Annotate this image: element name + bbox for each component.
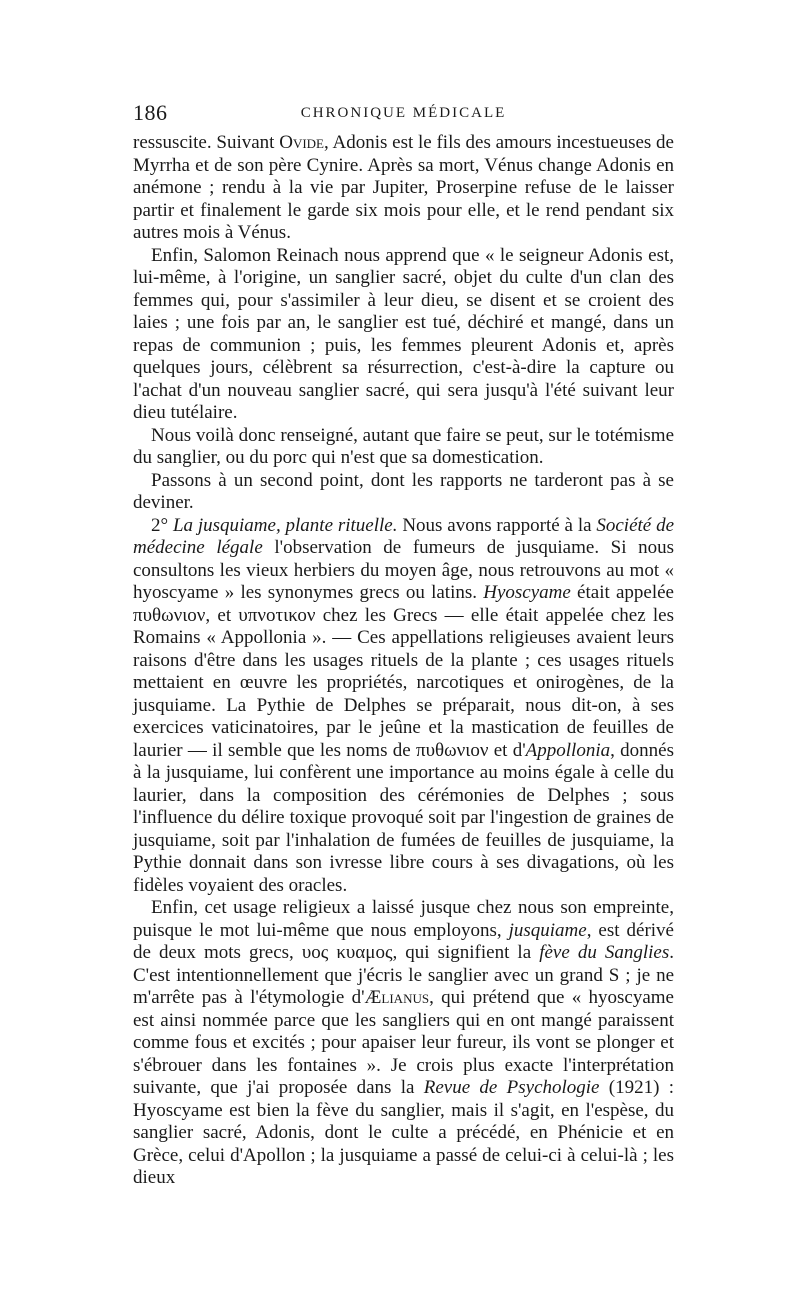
- text-run: Nous avons rapporté à la: [397, 514, 597, 536]
- text-run: était appelée πυθωνιον, et υπνοτικον chez les Grecs — elle était appelée chez les Romains « Appollonia ». — Ces appellations religieuses avaient leurs raisons d'être dans les usages rituels de la plante ; ces usages rituels mettaient en œuvre les propriétés, narcotiques et onirogènes, de la jusquiame. La Pythie de Delphes se préparait, nous dit-on, à ses exercices vaticinatoires, par le jeûne et la mastication de feuilles de laurier — il semble que les noms de πυθωνιον et d': [133, 582, 674, 761]
- running-title: CHRONIQUE MÉDICALE: [300, 105, 507, 121]
- text-run: , Adonis est le fils des amours incestueuses de Myrrha et de son père Cynire. Après sa mort, Vénus change Adonis en anémone ; rendu à la vie par Jupiter, Proserpine refuse de le laisser partir et finalement le garde six mois pour elle, et le rend pendant six autres mois à Vénus.: [133, 132, 674, 243]
- term-feve-du-sanglier: fève du Sanglies: [539, 942, 670, 963]
- journal-title: Revue de Psychologie: [423, 1077, 600, 1098]
- text-run: l'observation de fumeurs de jusquiame. Si nous consultons les vieux herbiers du moyen âge, nous retrouvons au mot « hyoscyame » les synonymes grecs ou latins.: [133, 537, 675, 603]
- text-run: , qui prétend que « hyoscyame est ainsi nommée parce que les sangliers qui en ont mangé paraissent comme fous et excités ; pour apaiser leur fureur, ils vont se plonger et s'ébrouer dans les fontaines ». Je crois plus exacte l'interprétation suivante, que j'ai proposée dans la: [133, 987, 674, 1098]
- text-run: Enfin, cet usage religieux a laissé jusque chez nous son empreinte, puisque le mot lui-même que nous employons,: [133, 897, 674, 941]
- paragraph-5: [133, 515, 674, 898]
- term-appollonia: Appollonia: [525, 739, 611, 761]
- text-run: , donnés à la jusquiame, lui confèrent une importance au moins égale à celle du laurier, dans la composition des cérémonies de Delphes ; sous l'influence du délire toxique provoqué soit par l'ingestion de graines de jusquiame, soit par l'inhalation de fumées de feuilles de jusquiame, la Pythie donnait dans son ivresse libre cours à ses divagations, où les fidèles voyaient des oracles.: [133, 739, 675, 896]
- author-aelianus: Ælianus: [364, 987, 430, 1008]
- text-run: . C'est intentionnellement que j'écris le sanglier avec un grand S ; je ne m'arrête pas à l'étymologie d': [133, 942, 674, 1008]
- author-ovide: Ovide: [279, 132, 324, 153]
- term-hyoscyame: Hyoscyame: [483, 582, 571, 603]
- text-run: , est dérivé de deux mots grecs, υος κυαμος, qui signifient la: [133, 919, 674, 963]
- page-header: [133, 100, 674, 128]
- text-run: (1921) : Hyoscyame est bien la fève du sanglier, mais il s'agit, en l'espèse, du sanglier sacré, Adonis, dont le culte a précédé, en Phénicie et en Grèce, celui d'Apollon ; la jusquiame a passé de celui-ci à celui-là ; les dieux: [133, 1077, 674, 1188]
- paragraph-3: Nous voilà donc renseigné, autant que faire se peut, sur le totémisme du sanglier, ou du porc qui n'est que sa domestication.: [133, 424, 674, 468]
- paragraph-2: Enfin, Salomon Reinach nous apprend que « le seigneur Adonis est, lui-même, à l'origine, un sanglier sacré, objet du culte d'un clan des femmes qui, pour s'assimiler à leur dieu, se disent et se croient des laies ; une fois par an, le sanglier est tué, déchiré et mangé, dans un repas de communion ; puis, les femmes pleurent Adonis et, après quelques jours, célèbrent sa résurrection, c'est-à-dire la capture ou l'achat d'un nouveau sanglier sacré, qui sera jusqu'à l'été suivant leur dieu tutélaire.: [133, 244, 674, 423]
- society-name: Société de médecine légale: [133, 514, 674, 558]
- body-text: [133, 132, 674, 1190]
- page-number: 186: [133, 100, 168, 125]
- paragraph-6: [133, 897, 674, 1190]
- term-jusquiame: jusquiame: [508, 919, 587, 941]
- section-heading: La jusquiame, plante rituelle.: [172, 514, 398, 536]
- text-run: ressuscite. Suivant: [133, 132, 280, 153]
- paragraph-4: Passons à un second point, dont les rapports ne tarderont pas à se deviner.: [133, 469, 674, 513]
- paragraph-1: [133, 132, 674, 245]
- section-number: 2°: [151, 514, 173, 536]
